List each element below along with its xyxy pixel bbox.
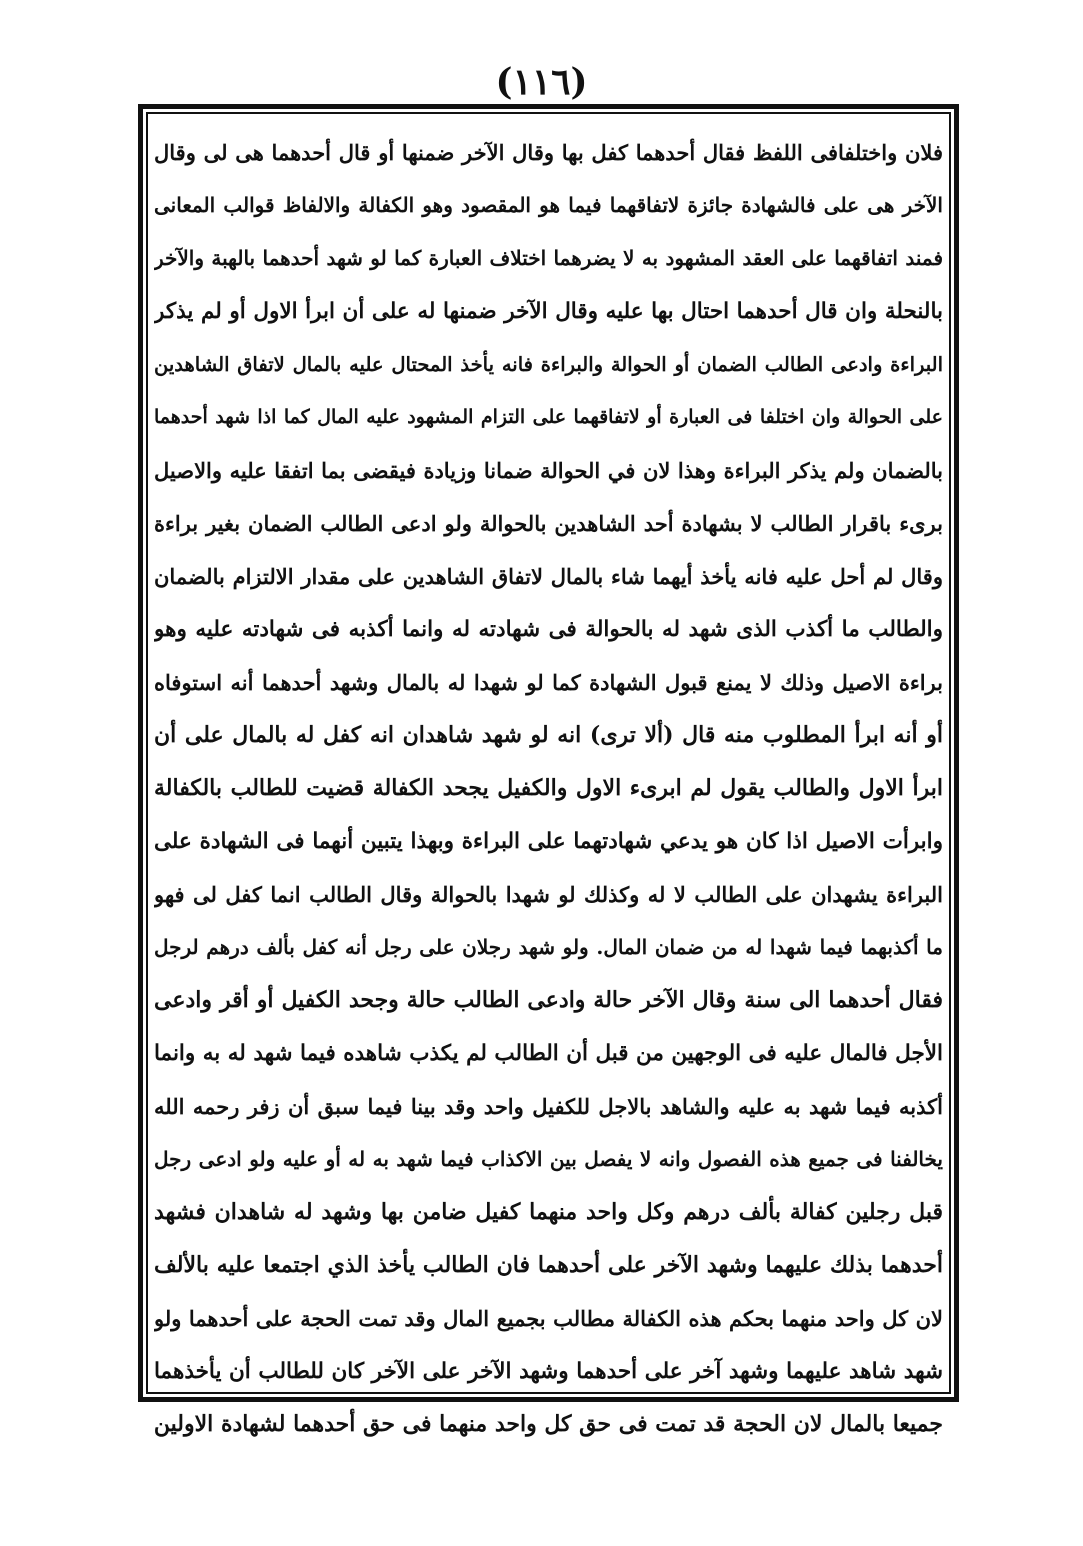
text-line: لان كل واحد منهما بحكم هذه الكفالة مطالب بجميع المال وقد تمت الحجة على أحدهما ولو [154, 1306, 943, 1331]
text-line: على الحوالة وان اختلفا فى العبارة أو لاتفاقهما على التزام المشهود عليه المال كما اذا شهد أحدهما [154, 406, 943, 428]
text-line: قبل رجلين كفالة بألف درهم وكل واحد منهما كفيل ضامن بها وشهد له شاهدان فشهد [154, 1199, 943, 1225]
text-line: ابرأ الاول والطالب يقول لم ابرىء الاول والكفيل يجحد الكفالة قضيت للطالب بالكفالة [154, 775, 943, 801]
text-line: براءة الاصيل وذلك لا يمنع قبول الشهادة كما لو شهدا له بالمال وشهد أحدهما أنه استوفاه [154, 670, 943, 695]
text-line: أحدهما بذلك عليهما وشهد الآخر على أحدهما فان الطالب يأخذ الذي اجتمعا عليه بالألف [154, 1252, 943, 1278]
text-line: وقال لم أحل عليه فانه يأخذ أيهما شاء بالمال لاتفاق الشاهدين على مقدار الالتزام بالضمان [154, 564, 943, 589]
text-line: البراءة وادعى الطالب الضمان أو الحوالة والبراءة فانه يأخذ المحتال عليه بالمال لاتفاق الشاهدين [154, 353, 943, 376]
text-line: فمند اتفاقهما على العقد المشهود به لا يضرهما اختلاف العبارة كما لو شهد أحدهما بالهبة والآخر [154, 246, 943, 270]
text-line: برىء باقرار الطالب لا بشهادة أحد الشاهدين بالحوالة ولو ادعى الطالب الضمان بغير براءة [154, 511, 943, 536]
text-line: بالنحلة وان قال أحدهما احتال بها عليه وقال الآخر ضمنها له على أن ابرأ الاول أو لم يذكر [154, 299, 943, 324]
text-line: والطالب ما أكذب الذى شهد له بالحوالة فى شهادته له وانما أكذبه فى شهادته عليه وهو [154, 617, 943, 642]
body-text [154, 126, 943, 1451]
text-line: أو أنه ابرأ المطلوب منه قال (ألا ترى) انه لو شهد شاهدان انه كفل له بالمال على أن [154, 722, 943, 748]
text-line: فقال أحدهما الى سنة وقال الآخر حالة وادعى الطالب حالة وجحد الكفيل أو أقر وادعى [154, 987, 943, 1013]
text-line: ما أكذبهما فيما شهدا له من ضمان المال. ولو شهد رجلان على رجل أنه كفل بألف درهم لرجل [154, 935, 943, 959]
text-line: الأجل فالمال عليه فى الوجهين من قبل أن الطالب لم يكذب شاهده فيما شهد له به وانما [154, 1041, 943, 1066]
text-line: الآخر هى على فالشهادة جائزة لاتفاقهما فيما هو المقصود وهو الكفالة والالفاظ قوالب المعانى [154, 193, 943, 217]
text-line: جميعا بالمال لان الحجة قد تمت فى حق كل واحد منهما فى حق أحدهما لشهادة الاولين [154, 1411, 943, 1437]
text-line: فلان واختلفافى اللفظ فقال أحدهما كفل بها وقال الآخر ضمنها أو قال أحدهما هى لى وقال [154, 140, 943, 165]
text-line: بالضمان ولم يذكر البراءة وهذا لان في الحوالة ضمانا وزيادة فيقضى بما اتفقا عليه والاصيل [154, 458, 943, 483]
text-line: البراءة يشهدان على الطالب لا له وكذلك لو شهدا بالحوالة وقال الطالب انما كفل لى فهو [154, 882, 943, 907]
text-line: وابرأت الاصيل اذا كان هو يدعي شهادتهما على البراءة وبهذا يتبين أنهما فى الشهادة على [154, 829, 943, 854]
text-line: يخالفنا فى جميع هذه الفصول وانه لا يفصل بين الاكذاب فيما شهد به له أو عليه ولو ادعى رجل [154, 1147, 943, 1171]
text-line: شهد شاهد عليهما وشهد آخر على أحدهما وشهد الآخر على الآخر كان للطالب أن يأخذهما [154, 1359, 943, 1384]
page-number: (١١٦) [495, 61, 588, 103]
text-line: أكذبه فيما شهد به عليه والشاهد بالاجل للكفيل واحد وقد بينا فيما سبق أن زفر رحمه الله [154, 1094, 943, 1119]
